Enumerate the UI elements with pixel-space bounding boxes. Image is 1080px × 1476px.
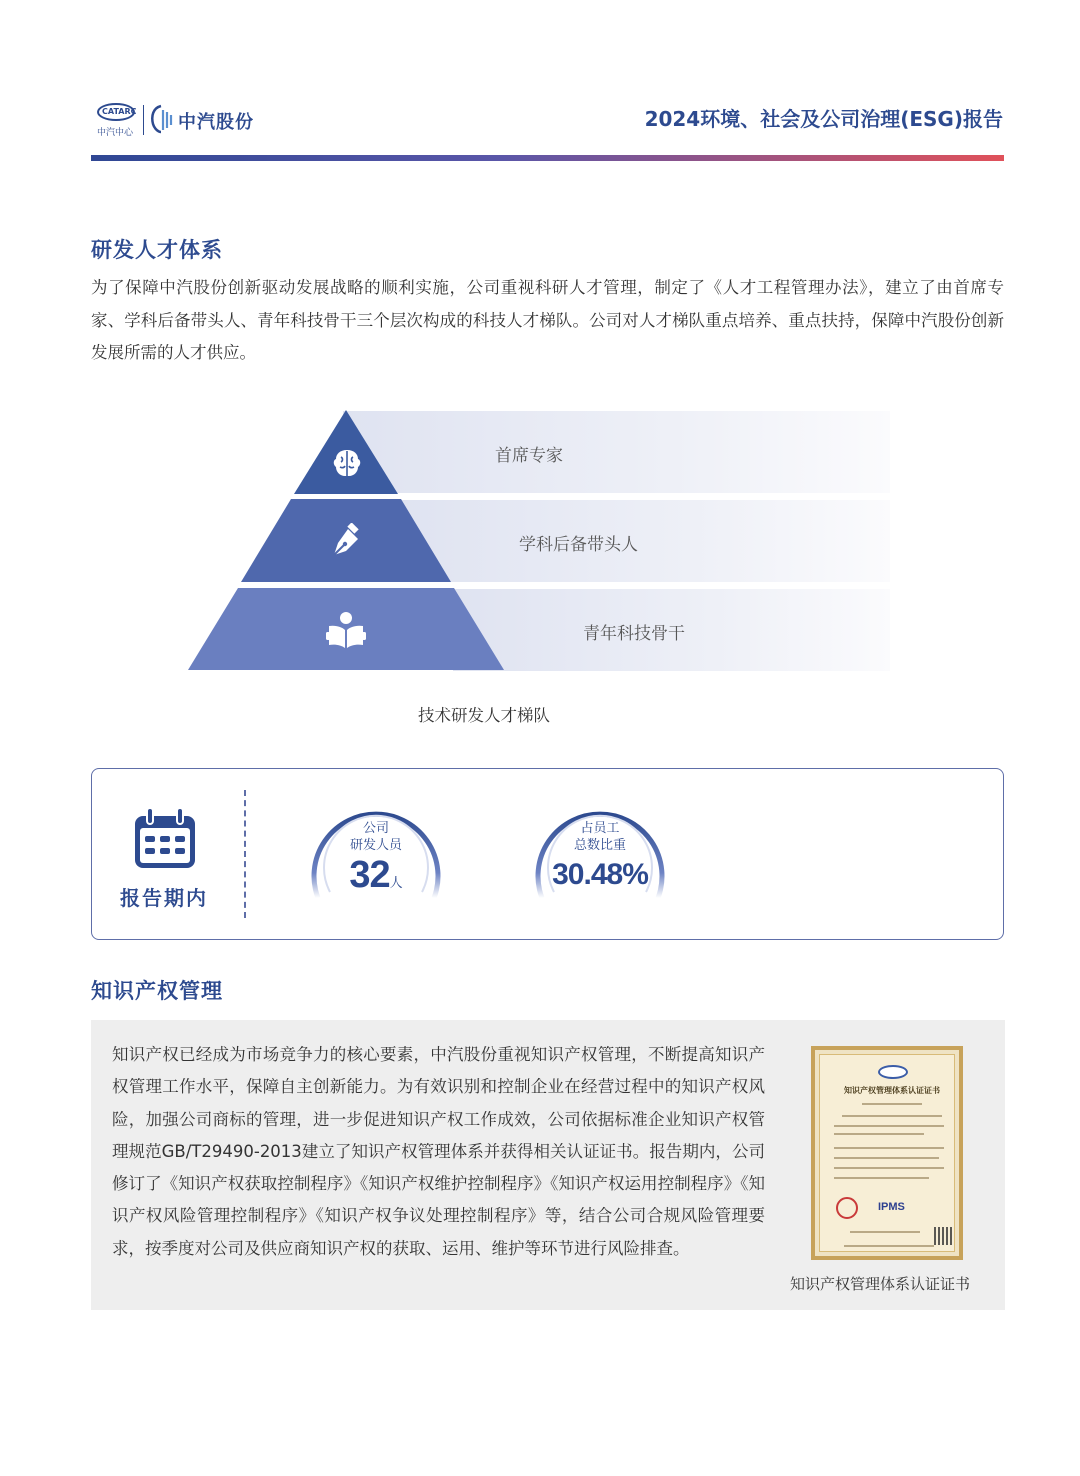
stat-label-line2: 总数比重 bbox=[573, 838, 626, 853]
certificate-ipms-mark: IPMS bbox=[878, 1201, 905, 1213]
stat-value bbox=[532, 858, 668, 892]
stat-value bbox=[308, 854, 444, 897]
section-title-rd-talent: 研发人才体系 bbox=[91, 238, 223, 262]
ip-management-paragraph: 知识产权已经成为市场竞争力的核心要素，中汽股份重视知识产权管理，不断提高知识产权管理工作水平，保障自主创新能力。为有效识别和控制企业在经营过程中的知识产权风险，加强公司商标的管理，进一步促进知识产权工作成效，公司依据标准企业知识产权管理规范GB/T29490-2013建立了知识产权管理体系并获得相关认证证书。报告期内，公司修订了《知识产权获取控制程序》《知识产权维护控制程序》《知识产权运用控制程序》《知识产权风险管理控制程序》《知识产权争议处理控制程序》等，结合公司合规风险管理要求，按季度对公司及供应商知识产权的获取、运用、维护等环节进行风险排查。 bbox=[112, 1045, 765, 1258]
stat-rd-staff bbox=[308, 790, 444, 910]
stat-rd-ratio bbox=[532, 790, 668, 910]
certificate-text-line bbox=[842, 1115, 942, 1117]
stat-label-line2: 研发人员 bbox=[349, 838, 402, 853]
catarc-logo-text: CATARC bbox=[102, 107, 137, 116]
certificate-text-line bbox=[834, 1125, 944, 1127]
ip-certificate-image bbox=[811, 1046, 963, 1260]
catarc-logo bbox=[97, 103, 137, 137]
talent-pyramid bbox=[188, 408, 890, 672]
dashed-divider bbox=[244, 790, 246, 918]
rd-talent-paragraph: 为了保障中汽股份创新驱动发展战略的顺利实施，公司重视科研人才管理，制定了《人才工程管理办法》，建立了由首席专家、学科后备带头人、青年科技骨干三个层次构成的科技人才梯队。公司对人才梯队重点培养、重点扶持，保障中汽股份创新发展所需的人才供应。 bbox=[91, 278, 1004, 362]
pyramid-band-3 bbox=[453, 589, 890, 671]
certificate-caption: 知识产权管理体系认证证书 bbox=[790, 1275, 971, 1293]
stat-label-line1: 占员工 bbox=[580, 821, 620, 836]
catarc-logo-subtitle: 中汽中心 bbox=[97, 128, 134, 138]
certificate-seal-icon bbox=[836, 1197, 858, 1219]
certificate-badge-icon bbox=[878, 1065, 908, 1079]
stat-value-unit: 人 bbox=[389, 875, 403, 890]
qr-code-icon bbox=[934, 1227, 952, 1245]
pyramid-tier-label-1: 首席专家 bbox=[495, 446, 563, 466]
certificate-text-line bbox=[834, 1157, 939, 1159]
stat-value-number: 30.48% bbox=[552, 858, 648, 891]
certificate-text-line bbox=[834, 1177, 929, 1179]
company-logo-icon bbox=[149, 104, 173, 134]
brain-icon bbox=[330, 446, 364, 480]
certificate-text-line bbox=[834, 1147, 944, 1149]
report-title: 2024环境、社会及公司治理(ESG)报告 bbox=[644, 107, 1003, 131]
book-reader-icon bbox=[324, 610, 368, 652]
pyramid-caption: 技术研发人才梯队 bbox=[418, 706, 550, 725]
stat-value-number: 32 bbox=[349, 854, 390, 896]
pen-nib-icon bbox=[326, 523, 364, 561]
section-title-ip-management: 知识产权管理 bbox=[91, 979, 223, 1003]
certificate-text-line bbox=[834, 1167, 944, 1169]
certificate-title: 知识产权管理体系认证证书 bbox=[844, 1086, 940, 1095]
logo-separator bbox=[143, 105, 144, 135]
certificate-text-line bbox=[850, 1231, 920, 1233]
certificate-text-line bbox=[834, 1133, 924, 1135]
certificate-text-line bbox=[844, 1245, 934, 1247]
report-period-label: 报告期内 bbox=[120, 886, 208, 910]
pyramid-tier-label-2: 学科后备带头人 bbox=[519, 535, 638, 555]
calendar-icon bbox=[133, 806, 197, 870]
company-name: 中汽股份 bbox=[178, 112, 254, 133]
stat-label-line1: 公司 bbox=[362, 821, 389, 836]
pyramid-tier-label-3: 青年科技骨干 bbox=[583, 624, 685, 644]
catarc-logo-mark bbox=[97, 103, 135, 121]
header-gradient-bar bbox=[91, 155, 1004, 161]
certificate-text-line bbox=[862, 1103, 922, 1105]
certificate-inner bbox=[819, 1054, 955, 1252]
